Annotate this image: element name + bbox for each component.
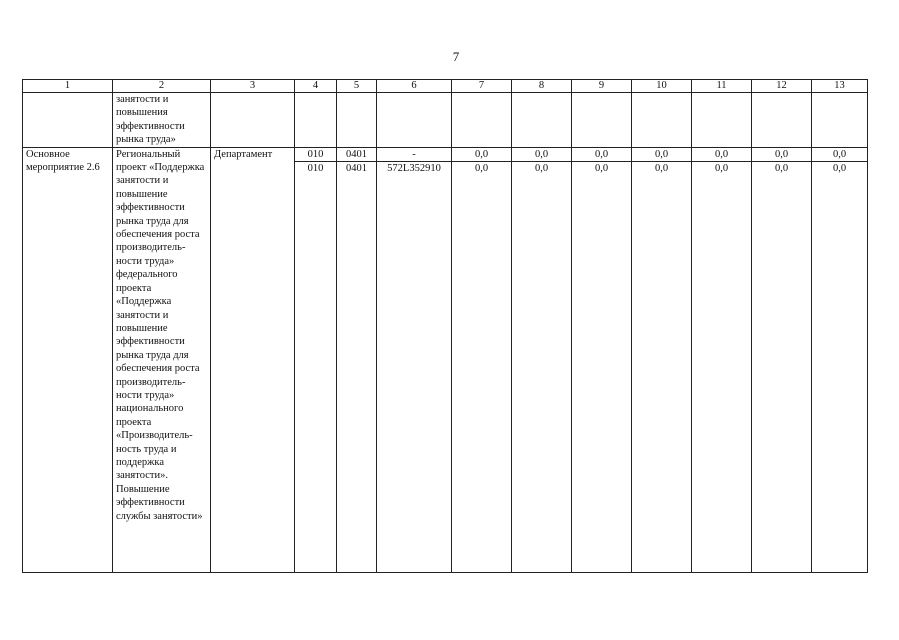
line1-col9: 0,0 <box>572 147 632 161</box>
line1-col11: 0,0 <box>692 147 752 161</box>
col-header-6: 6 <box>377 80 452 93</box>
line2-col9: 0,0 <box>572 162 632 573</box>
col-header-4: 4 <box>295 80 337 93</box>
line1-col13: 0,0 <box>812 147 868 161</box>
col-header-12: 12 <box>752 80 812 93</box>
continuation-row <box>23 93 868 148</box>
line2-col10: 0,0 <box>632 162 692 573</box>
col-header-13: 13 <box>812 80 868 93</box>
continuation-col12 <box>752 93 812 148</box>
continuation-col11 <box>692 93 752 148</box>
line2-col6: 572L352910 <box>377 162 452 573</box>
page-number: 7 <box>452 49 460 64</box>
col-header-9: 9 <box>572 80 632 93</box>
activity-executor: Департамент <box>211 147 295 572</box>
line1-col6: - <box>377 147 452 161</box>
col-header-11: 11 <box>692 80 752 93</box>
line1-col4: 010 <box>295 147 337 161</box>
continuation-col9 <box>572 93 632 148</box>
column-number-row <box>23 80 868 93</box>
line2-col13: 0,0 <box>812 162 868 573</box>
line2-col8: 0,0 <box>512 162 572 573</box>
activity-description: Региональный проект «Поддержка занятости и повышение эффективности рынка труда для обеспечения роста производитель-ности труда» федерального проекта «Поддержка занятости и повышение эффективности рынка труда для обеспечения роста производитель-ности труда» национального проекта «Производитель-ность труда и поддержка занятости». Повышение эффективности службы занятости» <box>113 147 211 572</box>
col-header-7: 7 <box>452 80 512 93</box>
continuation-col6 <box>377 93 452 148</box>
line1-col10: 0,0 <box>632 147 692 161</box>
activity-title: Основное мероприятие 2.6 <box>23 147 113 572</box>
col-header-3: 3 <box>211 80 295 93</box>
budget-table <box>22 79 868 573</box>
continuation-col13 <box>812 93 868 148</box>
continuation-col4 <box>295 93 337 148</box>
continuation-col1 <box>23 93 113 148</box>
line2-col7: 0,0 <box>452 162 512 573</box>
continuation-col10 <box>632 93 692 148</box>
continuation-col5 <box>337 93 377 148</box>
col-header-10: 10 <box>632 80 692 93</box>
col-header-1: 1 <box>23 80 113 93</box>
continuation-col3 <box>211 93 295 148</box>
continuation-col7 <box>452 93 512 148</box>
line2-col11: 0,0 <box>692 162 752 573</box>
line1-col5: 0401 <box>337 147 377 161</box>
line2-col4: 010 <box>295 162 337 573</box>
col-header-8: 8 <box>512 80 572 93</box>
continuation-col8 <box>512 93 572 148</box>
line2-col5: 0401 <box>337 162 377 573</box>
col-header-2: 2 <box>113 80 211 93</box>
line2-col12: 0,0 <box>752 162 812 573</box>
line1-col12: 0,0 <box>752 147 812 161</box>
line1-col7: 0,0 <box>452 147 512 161</box>
continuation-description: занятости и повышения эффективности рынка труда» <box>113 93 211 148</box>
activity-row-line-1 <box>23 147 868 161</box>
col-header-5: 5 <box>337 80 377 93</box>
line1-col8: 0,0 <box>512 147 572 161</box>
